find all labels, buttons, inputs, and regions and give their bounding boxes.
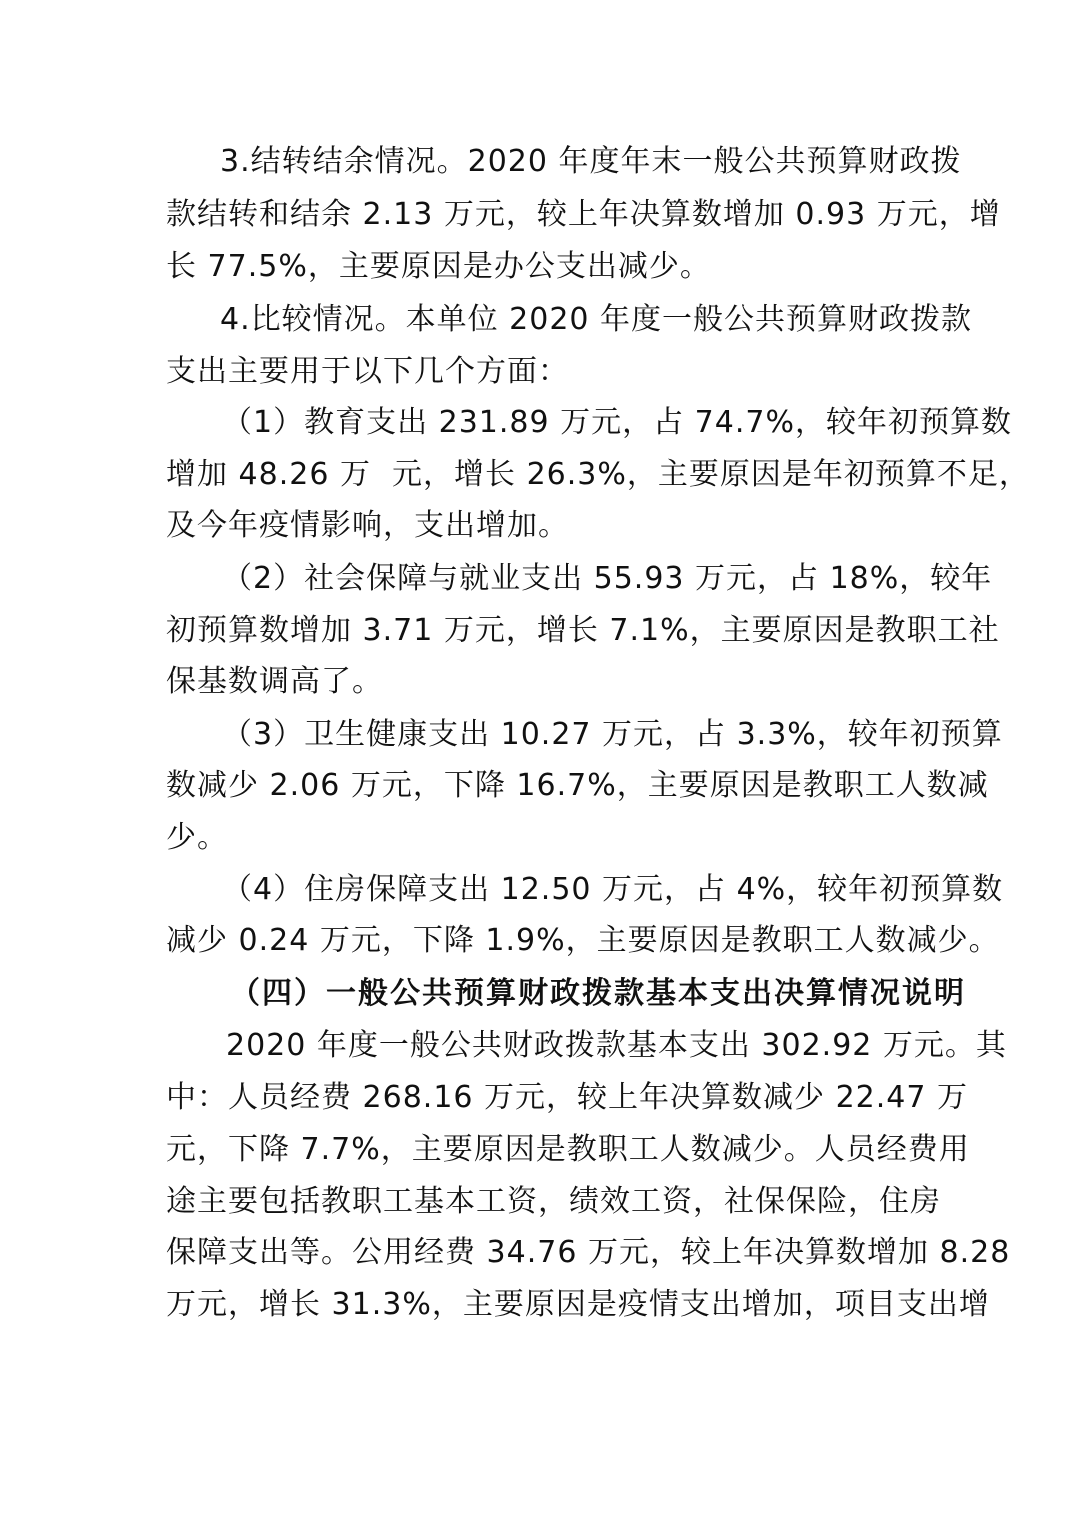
text-line: 途主要包括教职工基本工资，绩效工资，社保保险，住房 — [166, 1184, 941, 1219]
text-line: 减少 0.24 万元，下降 1.9%，主要原因是教职工人数减少。 — [166, 923, 1000, 958]
text-line: （4）住房保障支出 12.50 万元，占 4%，较年初预算数 — [222, 872, 1004, 907]
text-line: 数减少 2.06 万元，下降 16.7%，主要原因是教职工人数减 — [166, 768, 989, 803]
text-line: （1）教育支出 231.89 万元，占 74.7%，较年初预算数 — [222, 405, 1012, 440]
text-line: 3.结转结余情况。2020 年度年末一般公共预算财政拨 — [220, 144, 962, 179]
text-line: 款结转和结余 2.13 万元，较上年决算数增加 0.93 万元，增 — [166, 197, 1001, 232]
text-line: 初预算数增加 3.71 万元，增长 7.1%，主要原因是教职工社 — [166, 613, 1000, 648]
section-heading: （四）一般公共预算财政拨款基本支出决算情况说明 — [230, 976, 966, 1011]
text-line: 元，下降 7.7%，主要原因是教职工人数减少。人员经费用 — [166, 1132, 970, 1167]
text-line: 长 77.5%，主要原因是办公支出减少。 — [166, 249, 711, 284]
text-line: 4.比较情况。本单位 2020 年度一般公共预算财政拨款 — [220, 302, 973, 337]
text-line: （3）卫生健康支出 10.27 万元，占 3.3%，较年初预算 — [222, 717, 1003, 752]
text-line: 保障支出等。公用经费 34.76 万元，较上年决算数增加 8.28 — [166, 1235, 1011, 1270]
text-line: 中：人员经费 268.16 万元，较上年决算数减少 22.47 万 — [166, 1080, 968, 1115]
text-line: 保基数调高了。 — [166, 664, 383, 699]
text-line: 及今年疫情影响，支出增加。 — [166, 508, 569, 543]
text-line: 少。 — [166, 820, 228, 855]
text-line: 2020 年度一般公共财政拨款基本支出 302.92 万元。其 — [226, 1028, 1007, 1063]
text-line: （2）社会保障与就业支出 55.93 万元，占 18%，较年 — [222, 561, 993, 596]
text-line: 增加 48.26 万 元，增长 26.3%，主要原因是年初预算不足， — [166, 457, 1030, 492]
text-line: 万元，增长 31.3%，主要原因是疫情支出增加，项目支出增 — [166, 1287, 990, 1322]
text-line: 支出主要用于以下几个方面： — [166, 354, 569, 389]
